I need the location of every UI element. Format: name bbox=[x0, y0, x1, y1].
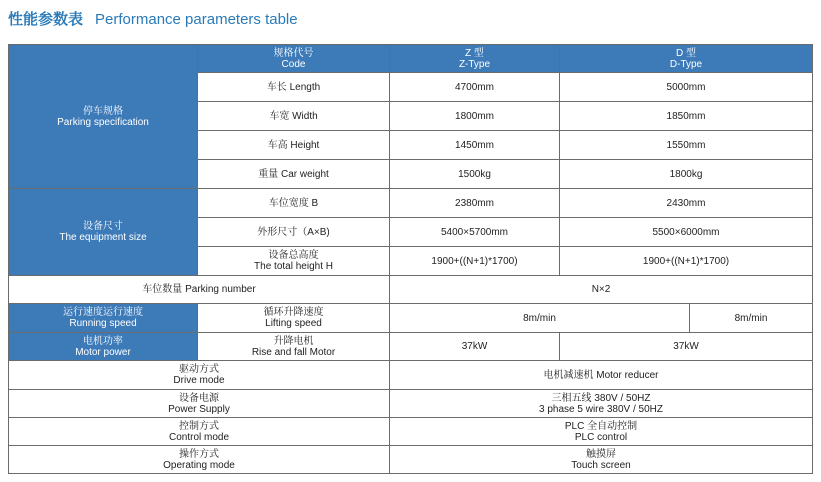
running-speed-label-en: Running speed bbox=[69, 318, 137, 329]
row-label bbox=[198, 333, 390, 361]
z-type-header-cell bbox=[390, 45, 560, 73]
d-value: 1800kg bbox=[560, 160, 813, 189]
motor-power-label-cn: 电机功率 bbox=[83, 335, 123, 347]
page-title-en: Performance parameters table bbox=[95, 11, 298, 28]
row-label: 车宽 Width bbox=[198, 102, 390, 131]
row-label bbox=[198, 247, 390, 276]
parking-spec-label-cn: 停车规格 bbox=[83, 105, 123, 117]
motor-power-label-en: Motor power bbox=[75, 346, 131, 358]
row-label: 车位宽度 B bbox=[198, 189, 390, 218]
z-value: 1450mm bbox=[390, 131, 560, 160]
row-label: 车长 Length bbox=[198, 73, 390, 102]
d-value: 37kW bbox=[560, 333, 813, 361]
motor-label-cn: 升降电机 bbox=[273, 335, 314, 347]
parking-spec-group-cell bbox=[9, 45, 198, 189]
running-speed-values bbox=[390, 304, 813, 333]
code-header-cell bbox=[198, 45, 390, 73]
code-header-cn: 规格代号 bbox=[273, 47, 314, 59]
motor-power-group-cell bbox=[9, 333, 198, 361]
total-height-label-en: The total height H bbox=[254, 261, 333, 272]
z-value: 1900+((N+1)*1700) bbox=[390, 247, 560, 276]
equipment-size-label-en: The equipment size bbox=[59, 232, 147, 243]
control-mode-label-en: Control mode bbox=[168, 431, 230, 443]
control-mode-value-cn: PLC 全自动控制 bbox=[564, 420, 638, 432]
d-value: 5000mm bbox=[560, 73, 813, 102]
page-header bbox=[8, 8, 298, 34]
power-supply-label bbox=[9, 390, 390, 418]
operating-mode-label-cn: 操作方式 bbox=[179, 448, 219, 460]
table-row bbox=[9, 361, 813, 390]
table-row bbox=[9, 276, 813, 304]
drive-mode-label-en: Drive mode bbox=[173, 375, 225, 386]
d-value: 2430mm bbox=[560, 189, 813, 218]
table-row bbox=[9, 446, 813, 474]
drive-mode-label bbox=[9, 361, 390, 390]
row-label bbox=[198, 304, 390, 333]
parking-spec-label-en: Parking specification bbox=[57, 116, 149, 128]
d-value: 1850mm bbox=[560, 102, 813, 131]
z-value: 8m/min bbox=[390, 304, 690, 332]
z-value: 4700mm bbox=[390, 73, 560, 102]
control-mode-value bbox=[390, 418, 813, 446]
code-header-en: Code bbox=[281, 58, 306, 70]
d-value: 1550mm bbox=[560, 131, 813, 160]
z-value: 1800mm bbox=[390, 102, 560, 131]
d-value: 5500×6000mm bbox=[560, 218, 813, 247]
control-mode-value-en: PLC control bbox=[574, 431, 628, 443]
table-row bbox=[9, 333, 813, 361]
power-supply-label-cn: 设备电源 bbox=[179, 392, 219, 404]
power-supply-value bbox=[390, 390, 813, 418]
z-value: 1500kg bbox=[390, 160, 560, 189]
z-type-header-en: Z-Type bbox=[458, 58, 491, 70]
motor-label-en: Rise and fall Motor bbox=[251, 346, 336, 358]
table-row bbox=[9, 304, 813, 333]
z-type-header-cn: Z 型 bbox=[465, 47, 484, 59]
d-value: 8m/min bbox=[734, 312, 768, 324]
control-mode-label bbox=[9, 418, 390, 446]
power-supply-value-cn: 三相五线 380V / 50HZ bbox=[551, 392, 651, 404]
parking-number-label: 车位数量 Parking number bbox=[9, 276, 390, 304]
lifting-speed-label-en: Lifting speed bbox=[265, 318, 322, 329]
performance-table bbox=[8, 44, 813, 474]
operating-mode-value-en: Touch screen bbox=[571, 459, 631, 471]
operating-mode-value-cn: 触摸屏 bbox=[586, 448, 616, 460]
drive-mode-value: 电机减速机 Motor reducer bbox=[390, 361, 813, 390]
row-label: 重量 Car weight bbox=[198, 160, 390, 189]
table-row bbox=[9, 418, 813, 446]
table-row bbox=[9, 189, 813, 218]
row-label: 外形尺寸（A×B) bbox=[198, 218, 390, 247]
power-supply-value-en: 3 phase 5 wire 380V / 50HZ bbox=[539, 403, 663, 415]
operating-mode-label-en: Operating mode bbox=[163, 459, 235, 471]
running-speed-group-cell bbox=[9, 304, 198, 333]
d-type-header-cell bbox=[560, 45, 813, 73]
running-speed-label-cn: 运行速度运行速度 bbox=[63, 307, 143, 318]
d-type-header-en: D-Type bbox=[669, 58, 703, 70]
total-height-label-cn: 设备总高度 bbox=[268, 250, 319, 261]
row-label: 车高 Height bbox=[198, 131, 390, 160]
page-title-cn: 性能参数表 bbox=[8, 11, 84, 28]
d-value: 1900+((N+1)*1700) bbox=[560, 247, 813, 276]
z-value: 37kW bbox=[390, 333, 560, 361]
operating-mode-label bbox=[9, 446, 390, 474]
parking-number-value: N×2 bbox=[390, 276, 813, 304]
equipment-size-label-cn: 设备尺寸 bbox=[83, 221, 123, 232]
control-mode-label-cn: 控制方式 bbox=[179, 420, 219, 432]
d-type-header-cn: D 型 bbox=[676, 47, 696, 59]
drive-mode-label-cn: 驱动方式 bbox=[179, 364, 219, 375]
table-header-row bbox=[9, 45, 813, 73]
operating-mode-value bbox=[390, 446, 813, 474]
lifting-speed-label-cn: 循环升降速度 bbox=[263, 307, 324, 318]
table-row bbox=[9, 390, 813, 418]
z-value: 2380mm bbox=[390, 189, 560, 218]
equipment-size-group-cell bbox=[9, 189, 198, 276]
z-value: 5400×5700mm bbox=[390, 218, 560, 247]
power-supply-label-en: Power Supply bbox=[168, 403, 230, 415]
